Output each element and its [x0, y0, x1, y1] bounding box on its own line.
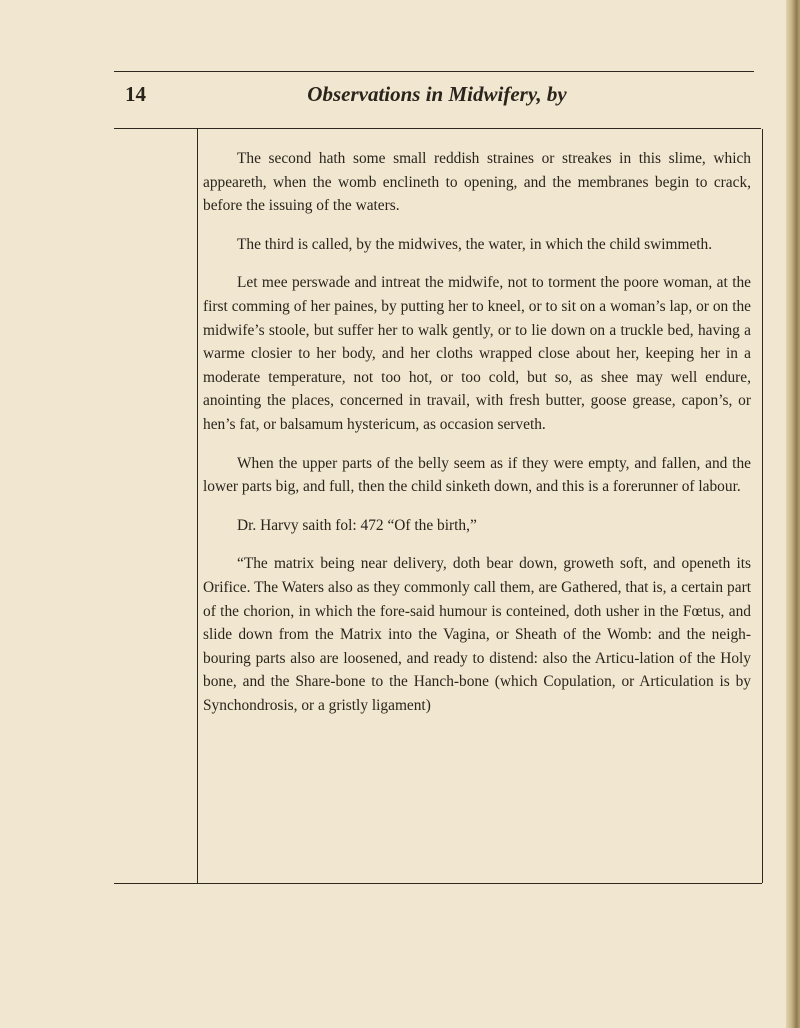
page-number: 14	[125, 82, 146, 106]
paragraph: Dr. Harvy saith fol: 472 “Of the birth,”	[237, 516, 477, 534]
paragraph: When the upper parts of the belly seem as if they were empty, and fallen, and the lower parts big, and full, then the child sinketh down, and this is a forerunner of labour.	[203, 454, 751, 496]
running-title: Observations in Midwifery, by	[307, 82, 567, 106]
right-border-rule	[762, 129, 763, 883]
paragraph: “The matrix being near delivery, doth bear down, groweth soft, and openeth its Orifice. The Waters also as they commonly call them, are Gathered, that is, a certain part of the chorion, in which the fore-said humour is conteined, doth usher in the Fœtus, and slide down from the Matrix into the Vagina, or Sheath of the Womb: and the neigh-bouring parts also are loosened, and ready to distend: also the Articu-lation of the Holy bone, and the Share-bone to the Hanch-bone (which Copulation, or Articulation is by Synchondrosis, or a gristly ligament)	[203, 555, 751, 714]
paragraph: The second hath some small reddish straines or streakes in this slime, which appeareth, when the womb enclineth to opening, and the membranes begin to crack, before the issuing of the waters.	[203, 150, 751, 215]
margin-column-rule	[197, 129, 198, 883]
top-rule	[114, 71, 754, 72]
bottom-rule	[114, 883, 762, 884]
book-spine-edge	[786, 0, 800, 1028]
header-underline-rule	[114, 128, 761, 129]
body-text	[203, 147, 751, 717]
paragraph: Let mee perswade and intreat the midwife, not to torment the poore woman, at the first comming of her paines, by putting her to kneel, or to sit on a woman’s lap, or on the midwife’s stoole, but suffer her to walk gently, or to lie down on a truckle bed, having a warme closier to her body, and her cloths wrapped close about her, keeping her in a moderate temperature, not too hot, or too cold, but so, as shee may well endure, anointing the places, concerned in travail, with fresh butter, goose grease, capon’s, or hen’s fat, or balsamum hystericum, as occasion serveth.	[203, 274, 751, 433]
page-header	[117, 82, 757, 112]
paragraph: The third is called, by the midwives, the water, in which the child swimmeth.	[237, 235, 713, 253]
